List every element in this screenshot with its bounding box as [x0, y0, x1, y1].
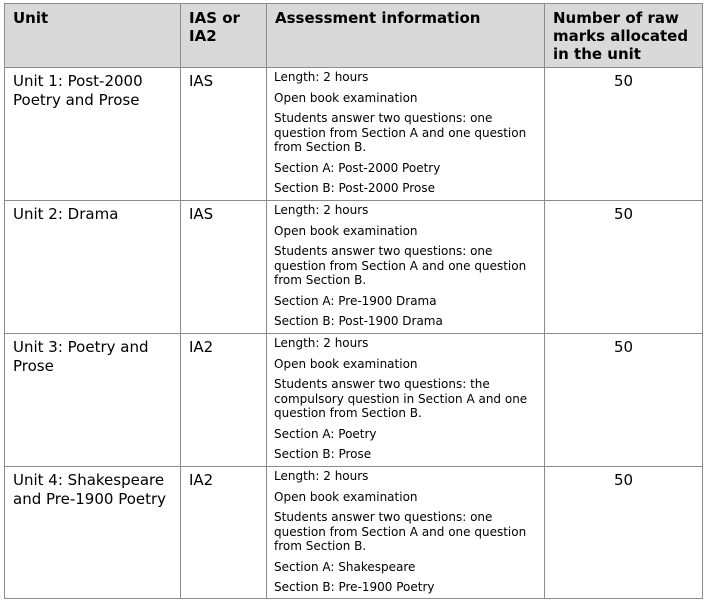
info-question-rules: Students answer two questions: one question from Section A and one question from Section B.	[274, 111, 527, 154]
header-level: IAS or IA2	[181, 4, 267, 68]
unit-name: Unit 1: Post-2000 Poetry and Prose	[5, 68, 181, 201]
unit-level: IA2	[181, 334, 267, 467]
assessment-table-container	[4, 3, 703, 599]
unit-level: IAS	[181, 201, 267, 334]
raw-marks: 50	[545, 68, 703, 201]
unit-name: Unit 3: Poetry and Prose	[5, 334, 181, 467]
info-question-rules: Students answer two questions: one question from Section A and one question from Section B.	[274, 244, 527, 287]
info-section-a: Section A: Poetry	[274, 426, 377, 441]
header-raw-marks: Number of raw marks allocated in the unit	[545, 4, 703, 68]
info-length: Length: 2 hours	[274, 336, 369, 350]
table-row	[5, 467, 703, 599]
info-exam-type: Open book examination	[274, 223, 418, 238]
unit-name: Unit 4: Shakespeare and Pre-1900 Poetry	[5, 467, 181, 599]
unit-level: IA2	[181, 467, 267, 599]
info-length: Length: 2 hours	[274, 203, 369, 217]
info-exam-type: Open book examination	[274, 90, 418, 105]
assessment-info	[267, 467, 545, 599]
info-section-a: Section A: Pre-1900 Drama	[274, 293, 437, 308]
info-question-rules: Students answer two questions: the compulsory question in Section A and one question from Section B.	[274, 377, 528, 420]
info-section-b: Section B: Post-1900 Drama	[274, 314, 443, 328]
info-length: Length: 2 hours	[274, 70, 369, 84]
table-row	[5, 334, 703, 467]
info-question-rules: Students answer two questions: one question from Section A and one question from Section B.	[274, 510, 527, 553]
header-unit: Unit	[5, 4, 181, 68]
raw-marks: 50	[545, 334, 703, 467]
unit-level: IAS	[181, 68, 267, 201]
info-section-b: Section B: Pre-1900 Poetry	[274, 580, 435, 594]
assessment-table	[4, 3, 703, 599]
info-length: Length: 2 hours	[274, 469, 369, 483]
info-section-b: Section B: Prose	[274, 447, 372, 461]
info-section-a: Section A: Shakespeare	[274, 559, 416, 574]
table-header-row	[5, 4, 703, 68]
table-row	[5, 201, 703, 334]
assessment-info	[267, 68, 545, 201]
header-assessment-info: Assessment information	[267, 4, 545, 68]
info-section-b: Section B: Post-2000 Prose	[274, 181, 435, 195]
assessment-info	[267, 201, 545, 334]
info-section-a: Section A: Post-2000 Poetry	[274, 160, 441, 175]
raw-marks: 50	[545, 201, 703, 334]
assessment-info	[267, 334, 545, 467]
info-exam-type: Open book examination	[274, 356, 418, 371]
table-row	[5, 68, 703, 201]
raw-marks: 50	[545, 467, 703, 599]
info-exam-type: Open book examination	[274, 489, 418, 504]
unit-name: Unit 2: Drama	[5, 201, 181, 334]
